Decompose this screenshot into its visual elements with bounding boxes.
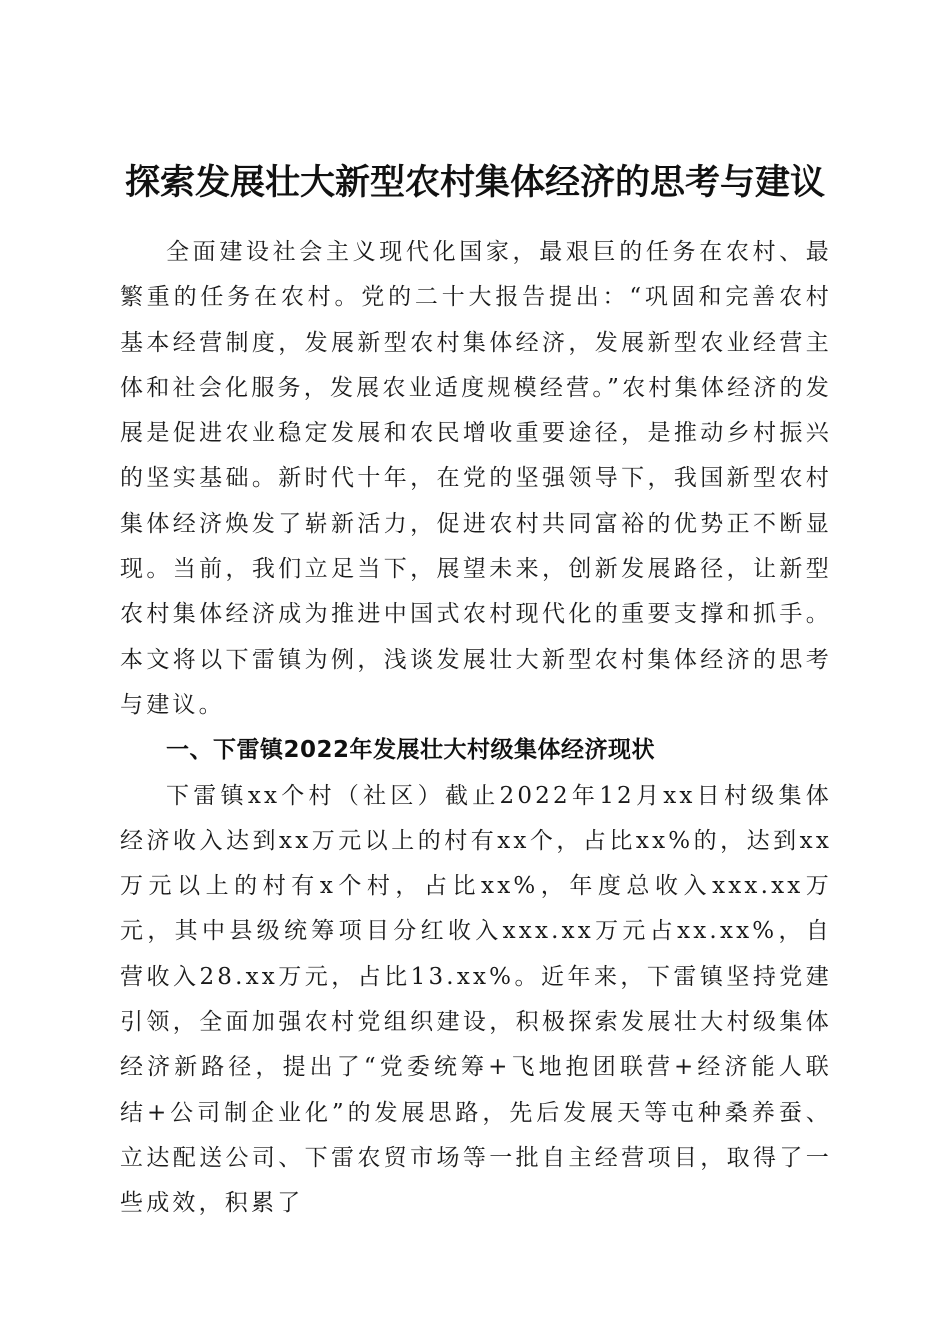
intro-paragraph: 全面建设社会主义现代化国家，最艰巨的任务在农村、最繁重的任务在农村。党的二十大报告提出：“巩固和完善农村基本经营制度，发展新型农村集体经济，发展新型农业经营主体和社会化服务，发展农业适度规模经营。”农村集体经济的发展是促进农业稳定发展和农民增收重要途径，是推动乡村振兴的坚实基础。新时代十年，在党的坚强领导下，我国新型农村集体经济焕发了崭新活力，促进农村共同富裕的优势正不断显现。当前，我们立足当下，展望未来，创新发展路径，让新型农村集体经济成为推进中国式农村现代化的重要支撑和抓手。本文将以下雷镇为例，浅谈发展壮大新型农村集体经济的思考与建议。 xyxy=(120,239,832,718)
document-body xyxy=(120,230,832,1227)
section-heading: 一、下雷镇2022年发展壮大村级集体经济现状 xyxy=(166,737,656,764)
document-title: 探索发展壮大新型农村集体经济的思考与建议 xyxy=(124,162,825,204)
section-paragraph: 下雷镇xx个村（社区）截止2022年12月xx日村级集体经济收入达到xx万元以上的村有xx个，占比xx%的，达到xx万元以上的村有x个村，占比xx%，年度总收入xxx.xx万元，其中县级统筹项目分红收入xxx.xx万元占xx.xx%，自营收入28.xx万元，占比13.xx%。近年来，下雷镇坚持党建引领，全面加强农村党组织建设，积极探索发展壮大村级集体经济新路径，提出了“党委统筹+飞地抱团联营+经济能人联结+公司制企业化”的发展思路，先后发展天等屯种桑养蚕、立达配送公司、下雷农贸市场等一批自主经营项目，取得了一些成效，积累了 xyxy=(120,782,832,1217)
